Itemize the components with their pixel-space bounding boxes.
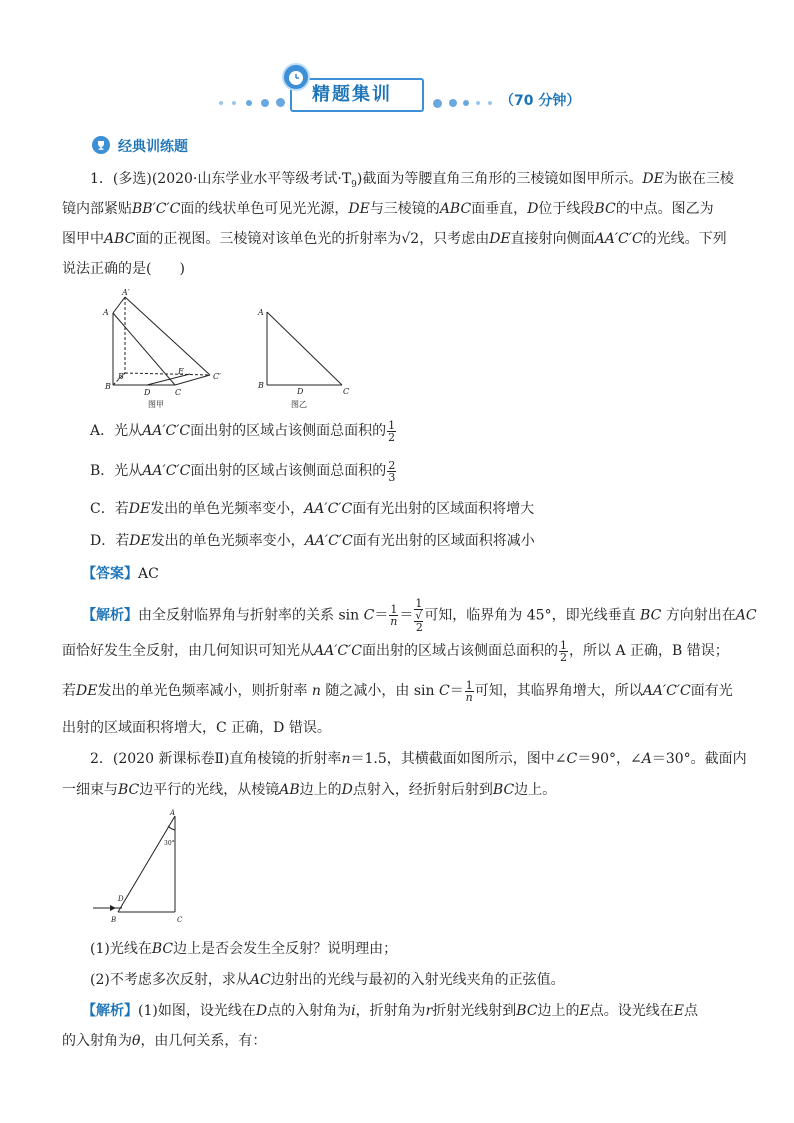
fig3-label: D	[118, 895, 124, 903]
fig2-label: D	[297, 387, 304, 396]
figure-jia	[100, 285, 240, 410]
decor-dot	[261, 99, 269, 107]
clock-icon	[282, 63, 310, 91]
option-c: C．若DE发出的单色光频率变小，AA′C′C面有光出射的区域面积将增大	[90, 501, 535, 517]
q2-analysis-line-1: 【解析】(1)如图，设光线在D点的入射角为i，折射角为r折射光线射到BC边上的E点。设光线在E点	[82, 1003, 698, 1019]
fig2-label: C	[343, 387, 350, 396]
fig1-label: C′	[213, 372, 221, 381]
fig1-label: C	[175, 388, 182, 397]
decor-dot	[232, 101, 236, 105]
fig3-label: 30°	[164, 840, 175, 847]
decor-dot	[488, 101, 492, 105]
q1-answer: 【答案】AC	[82, 566, 159, 582]
fig1-label: A	[103, 308, 109, 317]
fig3-label: A	[170, 809, 176, 817]
option-d: D．若DE发出的单色光频率变小，AA′C′C面有光出射的区域面积将减小	[90, 533, 535, 549]
figure-yi	[255, 300, 365, 410]
q1-analysis-line-1: 【解析】由全反射临界角与折射率的关系 sin C＝ $\frac{1}{n}=$ 1 √ 2 可知，临界角为 45°，即光线垂直 BC 方向射出在AC	[82, 597, 757, 634]
arrow-icon	[110, 905, 116, 911]
fig1-label: A′	[122, 288, 130, 297]
fig2-caption: 图乙	[291, 400, 307, 409]
figure-q2-prism	[88, 808, 198, 926]
decor-dot	[463, 100, 469, 106]
page-title: 精题集训	[312, 84, 392, 105]
fig2-label: A	[258, 308, 264, 317]
q1-analysis-line-4: 出射的区域面积将增大，C 正确，D 错误。	[62, 720, 331, 736]
fig2-label: B	[258, 381, 264, 390]
option-b: B．光从AA′C′C面出射的区域占该侧面总面积的 $\frac{2}{3}$	[90, 458, 396, 484]
duration-label: （70 分钟）	[500, 93, 581, 109]
q1-line-3: 图甲中ABC面的正视图。三棱镜对该单色光的折射率为√2，只考虑由DE直接射向侧面AA′C′C的光线。下列	[62, 231, 727, 247]
fig1-label: B′	[118, 372, 126, 381]
decor-dot	[219, 101, 223, 105]
fig1-caption: 图甲	[148, 400, 164, 409]
trophy-icon	[92, 136, 110, 154]
q2-sub-2: (2)不考虑多次反射，求从AC边射出的光线与最初的入射光线夹角的正弦值。	[90, 972, 565, 988]
decor-dot	[476, 101, 480, 105]
fig1-label: E	[178, 367, 184, 376]
q2-line-2: 一细束与BC边平行的光线，从棱镜AB边上的D点射入，经折射后射到BC边上。	[62, 782, 557, 798]
q1-line-4: 说法正确的是( )	[62, 261, 185, 277]
decor-dot	[276, 98, 285, 107]
q2-line-1: 2．(2020 新课标卷Ⅱ)直角棱镜的折射率n＝1.5，其横截面如图所示，图中∠C＝90°，∠A＝30°。截面内	[90, 751, 747, 767]
fig1-label: D	[144, 388, 151, 397]
q1-analysis-line-3: 若DE发出的单光色频率减小，则折射率 n 随之减小，由 sin C＝ $\frac{1}{n}$可知，其临界角增大，所以AA′C′C面有光	[62, 678, 733, 704]
option-a: A．光从AA′C′C面出射的区域占该侧面总面积的 $\frac{1}{2}$	[90, 418, 396, 444]
decor-dot	[433, 99, 442, 108]
q2-analysis-line-2: 的入射角为θ，由几何关系，有：	[62, 1033, 267, 1049]
q2-sub-1: (1)光线在BC边上是否会发生全反射？说明理由；	[90, 941, 398, 957]
q1-line-1: 1．(多选)(2020·山东学业水平等级考试$\cdot T_9$)截面为等腰直角三角形的三棱镜如图甲所示。DE为嵌在三棱	[90, 171, 734, 190]
section-title: 经典训练题	[118, 139, 188, 155]
q1-analysis-line-2: 面恰好发生全反射，由几何知识可知光从AA′C′C面出射的区域占该侧面总面积的 $\frac{1}{2}$ ，所以 A 正确，B 错误；	[62, 638, 729, 664]
fig3-label: B	[111, 916, 117, 924]
q1-line-2: 镜内部紧贴BB′C′C面的线状单色可见光光源，DE与三棱镜的ABC面垂直，D位于线段BC的中点。图乙为	[62, 201, 714, 217]
decor-dot	[449, 99, 457, 107]
fig3-label: C	[177, 916, 183, 924]
decor-dot	[246, 100, 252, 106]
fig1-label: B	[105, 382, 111, 391]
